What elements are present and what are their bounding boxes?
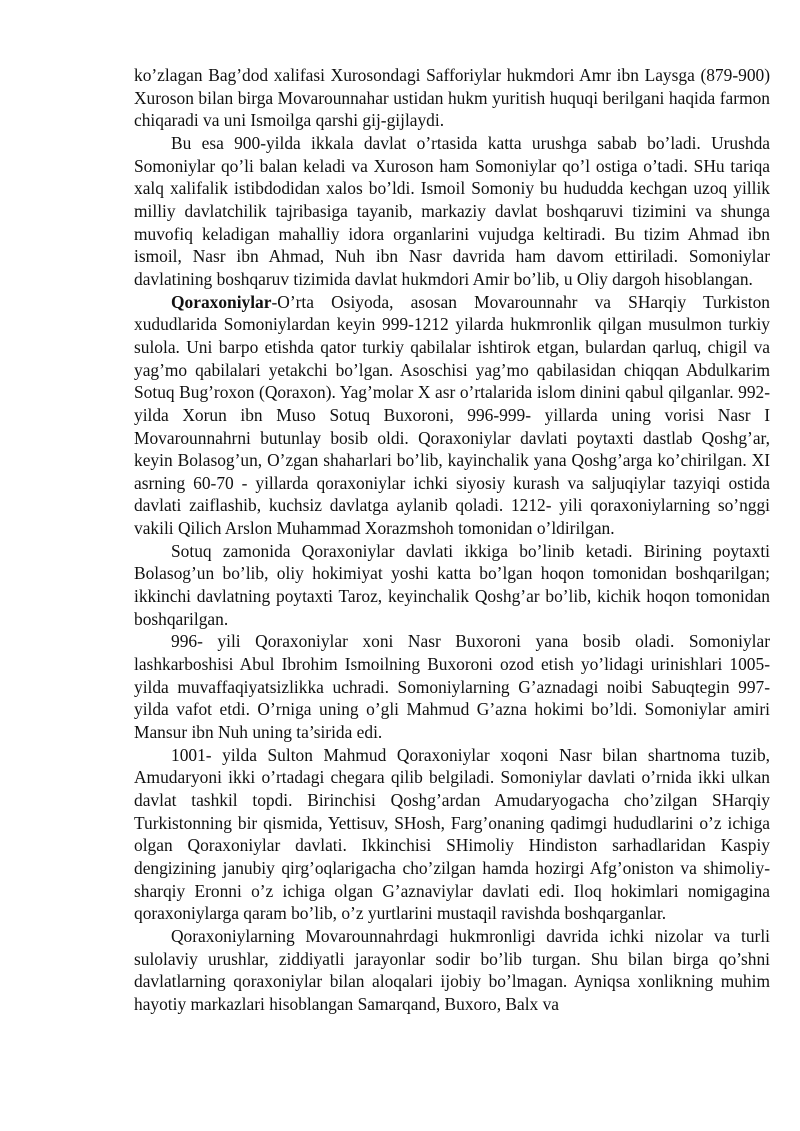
paragraph-1 — [134, 64, 770, 132]
paragraph-7 — [134, 925, 770, 1016]
paragraph-7-text: Qoraxoniylarning Movarounnahrdagi hukmronligi davrida ichki nizolar va turli sulolaviy urushlar, ziddiyatli jarayonlar sodir bo’lib turgan. Shu bilan birga qo’shni davlatlarning qoraxoniylar bilan aloqalari ijobiy bo’lmagan. Ayniqsa xonlikning muhim hayotiy markazlari hisoblangan Samarqand, Buxoro, Balx va — [134, 925, 770, 1014]
paragraph-3-text: -O’rta Osiyoda, asosan Movarounnahr va SHarqiy Turkiston xududlarida Somoniylardan keyin 999-1212 yilarda hukmronlik qilgan musulmon turkiy sulola. Uni barpo etishda qator turkiy qabilalar ishtirok etgan, bulardan qarluq, chigil va yag’mo qabilalari yetakchi bo’lgan. Asoschisi yag’mo qabilasidan chiqqan Abdulkarim Sotuq Bug’roxon (Qoraxon). Yag’molar X asr o’rtalarida islom dinini qabul qilganlar. 992- yilda Xorun ibn Muso Sotuq Buxoroni, 996-999- yillarda uning vorisi Nasr I Movarounnahrni butunlay bosib oldi. Qoraxoniylar davlati poytaxti dastlab Qoshg’ar, keyin Bolasog’un, O’zgan shaharlari bo’lib, kayinchalik yana Qoshg’arga ko’chirilgan. XI asrning 60-70 - yillarda qoraxoniylar ichki siyosiy kurash va saljuqiylar tazyiqi ostida davlati zaiflashib, kuchsiz davlatga aylanib qoladi. 1212- yili qoraxoniylarning so’nggi vakili Qilich Arslon Muhammad Xorazmshoh tomonidan o’ldirilgan. — [134, 291, 770, 539]
paragraph-4 — [134, 540, 770, 631]
paragraph-5-text: 996- yili Qoraxoniylar xoni Nasr Buxoroni yana bosib oladi. Somoniylar lashkarboshisi Abul Ibrohim Ismoilning Buxoroni ozod etish yo’lidagi urinishlari 1005-yilda muvaffaqiyatsizlikka uchradi. Somoniylarning G’aznadagi noibi Sabuqtegin 997-yilda vafot etdi. O’rniga uning o’gli Mahmud G’azna hokimi bo’ldi. Somoniylar amiri Mansur ibn Nuh uning ta’sirida edi. — [134, 631, 770, 743]
paragraph-1-text: ko’zlagan Bag’dod xalifasi Xurosondagi Safforiylar hukmdori Amr ibn Laysga (879-900) Xuroson bilan birga Movarounnahar ustidan hukm yuritish huquqi berilgani haqida farmon chiqaradi va uni Ismoilga qarshi gij-gijlaydi. — [134, 65, 770, 131]
document-page — [134, 64, 770, 1016]
paragraph-4-text: Sotuq zamonida Qoraxoniylar davlati ikkiga bo’linib ketadi. Birining poytaxti Bolasog’un bo’lib, oliy hokimiyat yoshi katta bo’lgan hoqon tomonidan boshqarilgan; ikkinchi davlatning poytaxti Taroz, keyinchalik Qoshg’ar bo’lib, kichik hoqon tomonidan boshqarilgan. — [134, 540, 770, 629]
paragraph-3-term: Qoraxoniylar — [171, 291, 272, 312]
paragraph-3 — [134, 291, 770, 540]
paragraph-2 — [134, 132, 770, 291]
paragraph-5 — [134, 630, 770, 743]
paragraph-6 — [134, 744, 770, 925]
paragraph-6-text: 1001- yilda Sulton Mahmud Qoraxoniylar xoqoni Nasr bilan shartnoma tuzib, Amudaryoni ikki o’rtadagi chegara qilib belgiladi. Somoniylar davlati o’rnida ikki ulkan davlat tashkil topdi. Birinchisi Qoshg’ardan Amudaryogacha cho’zilgan SHarqiy Turkistonning bir qismida, Yettisuv, SHosh, Farg’onaning qadimgi hududlarini o’z ichiga olgan Qoraxoniylar davlati. Ikkinchisi SHimoliy Hindiston sarhadlaridan Kaspiy dengizining janubiy qirg’oqlarigacha cho’zilgan hamda hozirgi Afg’oniston va shimoliy- sharqiy Eronni o’z ichiga olgan G’aznaviylar davlati edi. Iloq hokimlari nomigagina qoraxoniylarga qaram bo’lib, o’z yurtlarini mustaqil ravishda boshqarganlar. — [134, 744, 770, 924]
paragraph-2-text: Bu esa 900-yilda ikkala davlat o’rtasida katta urushga sabab bo’ladi. Urushda Somoniylar qo’li balan keladi va Xuroson ham Somoniylar qo’l ostiga o’tadi. SHu tariqa xalq xalifalik istibdodidan xalos bo’ldi. Ismoil Somoniy bu hududda kechgan uzoq yillik milliy davlatchilik tajribasiga tayanib, markaziy davlat boshqaruvi tizimini va shunga muvofiq keladigan mahalliy idora organlarini vujudga keltiradi. Bu tizim Ahmad ibn ismoil, Nasr ibn Ahmad, Nuh ibn Nasr davrida ham davom ettiriladi. Somoniylar davlatining boshqaruv tizimida davlat hukmdori Amir bo’lib, u Oliy dargoh hisoblangan. — [134, 132, 770, 289]
